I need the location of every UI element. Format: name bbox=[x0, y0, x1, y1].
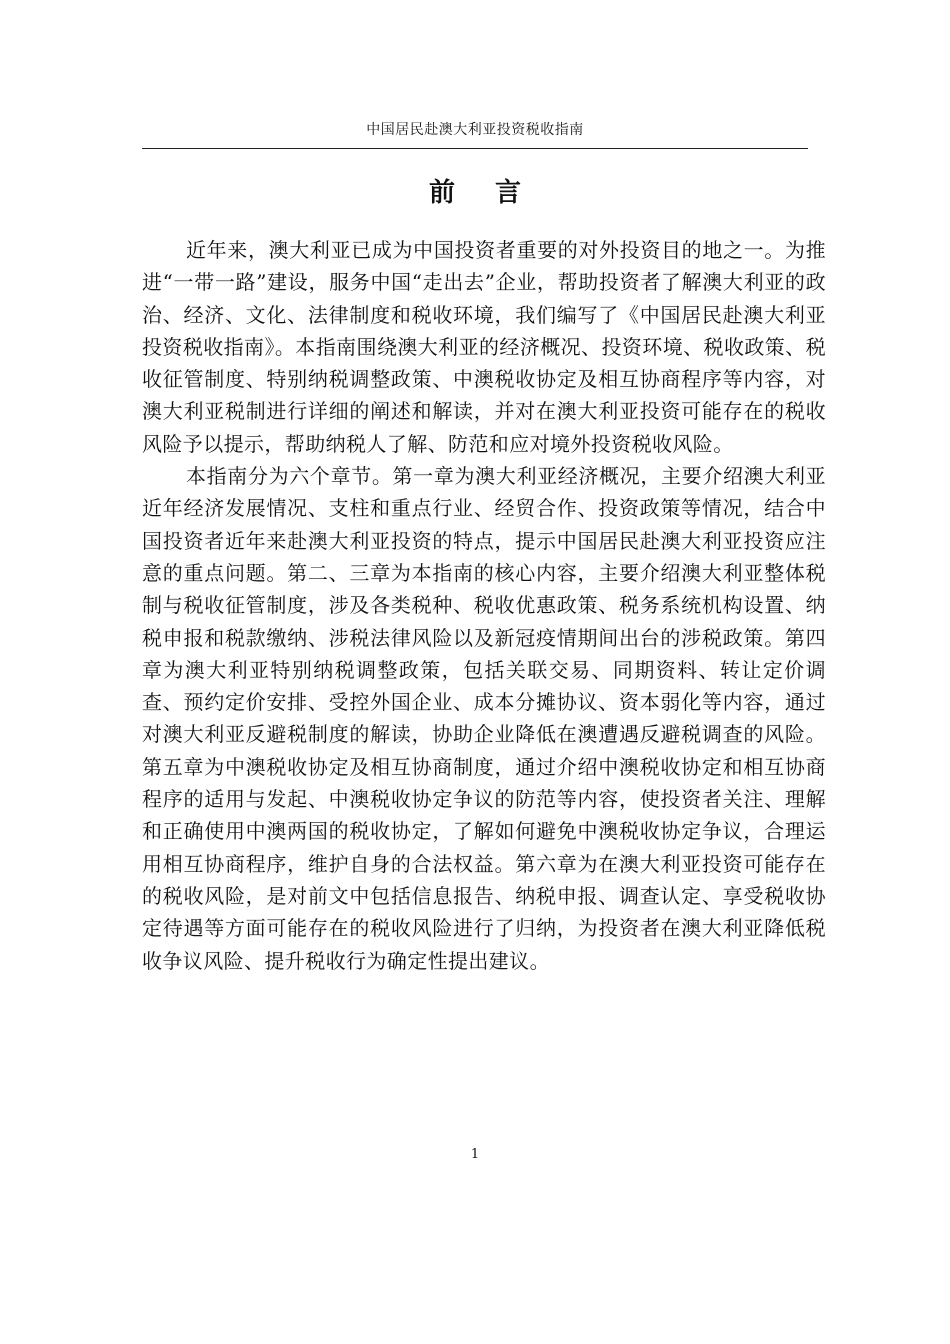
page-title: 前言 bbox=[428, 178, 561, 208]
paragraph-chapters: 本指南分为六个章节。第一章为澳大利亚经济概况，主要介绍澳大利亚近年经济发展情况、支柱和重点行业、经贸合作、投资政策等情况，结合中国投资者近年来赴澳大利亚投资的特点，提示中国居民赴澳大利亚投资应注意的重点问题。第二、三章为本指南的核心内容，主要介绍澳大利亚整体税制与税收征管制度，涉及各类税种、税收优惠政策、税务系统机构设置、纳税申报和税款缴纳、涉税法律风险以及新冠疫情期间出台的涉税政策。第四章为澳大利亚特别纳税调整政策，包括关联交易、同期资料、转让定价调查、预约定价安排、受控外国企业、成本分摊协议、资本弱化等内容，通过对澳大利亚反避税制度的解读，协助企业降低在澳遭遇反避税调查的风险。第五章为中澳税收协定及相互协商制度，通过介绍中澳税收协定和相互协商程序的适用与发起、中澳税收协定争议的防范等内容，使投资者关注、理解和正确使用中澳两国的税收协定，了解如何避免中澳税收协定争议，合理运用相互协商程序，维护自身的合法权益。第六章为在澳大利亚投资可能存在的税收风险，是对前文中包括信息报告、纳税申报、调查认定、享受税收协定待遇等方面可能存在的税收风险进行了归纳，为投资者在澳大利亚降低税收争议风险、提升税收行为确定性提出建议。 bbox=[142, 464, 826, 973]
body-text bbox=[142, 234, 826, 977]
header-rule bbox=[142, 148, 808, 149]
paragraph-intro: 近年来，澳大利亚已成为中国投资者重要的对外投资目的地之一。为推进“一带一路”建设，服务中国“走出去”企业，帮助投资者了解澳大利亚的政治、经济、文化、法律制度和税收环境，我们编写了《中国居民赴澳大利亚投资税收指南》。本指南围绕澳大利亚的经济概况、投资环境、税收政策、税收征管制度、特别纳税调整政策、中澳税收协定及相互协商程序等内容，对澳大利亚税制进行详细的阐述和解读，并对在澳大利亚投资可能存在的税收风险予以提示，帮助纳税人了解、防范和应对境外投资税收风险。 bbox=[142, 238, 826, 456]
page-number: 1 bbox=[470, 1147, 480, 1162]
running-header: 中国居民赴澳大利亚投资税收指南 bbox=[366, 122, 584, 138]
